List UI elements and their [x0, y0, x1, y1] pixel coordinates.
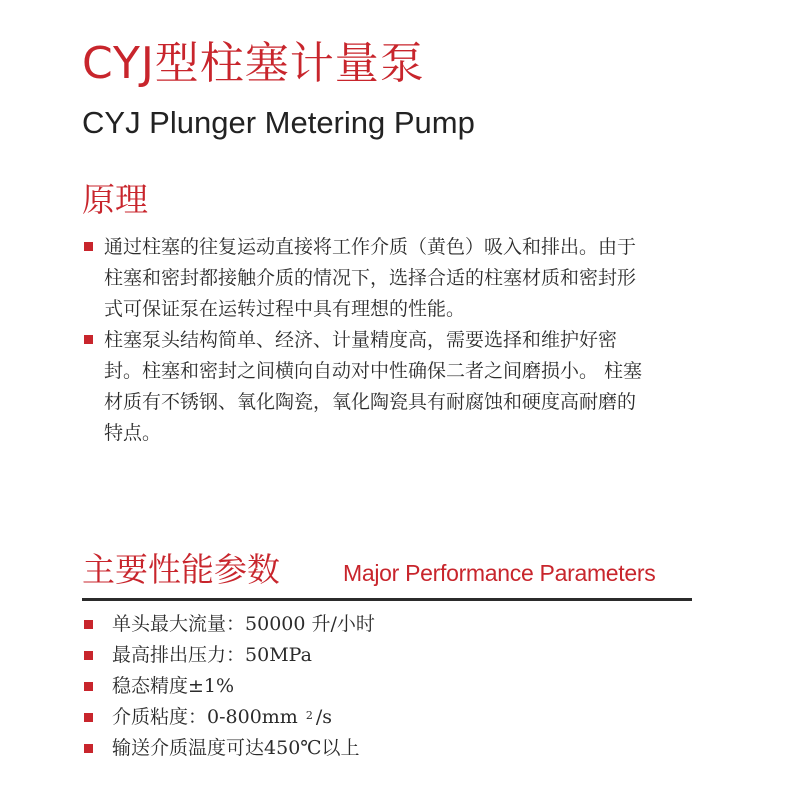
product-title-cn: CYJ型柱塞计量泵 [82, 38, 425, 89]
parameter-label: 介质粘度： [112, 706, 208, 728]
parameter-item [82, 640, 375, 671]
parameter-value: 50MPa [245, 644, 312, 666]
square-bullet-icon [84, 744, 93, 753]
parameter-list [82, 609, 375, 764]
square-bullet-icon [84, 651, 93, 660]
parameter-unit: /s [315, 706, 332, 728]
parameter-item [82, 671, 375, 702]
principle-text: 柱塞泵头结构简单、经济、计量精度高，需要选择和维护好密封。柱塞和密封之间横向自动对中性确保二者之间磨损小。 柱塞材质有不锈钢、氧化陶瓷，氧化陶瓷具有耐腐蚀和硬度高耐磨的特点。 [104, 329, 643, 444]
parameter-item [82, 609, 375, 640]
principle-item [82, 232, 652, 325]
parameter-label: 最高排出压力： [112, 644, 246, 666]
square-bullet-icon [84, 713, 93, 722]
parameter-label: 单头最大流量： [112, 613, 246, 635]
parameter-value: 450℃ [264, 737, 322, 759]
square-bullet-icon [84, 682, 93, 691]
parameter-value: 50000 升/小时 [245, 613, 375, 635]
principle-heading: 原理 [82, 180, 148, 219]
parameter-item [82, 733, 375, 764]
principle-text: 通过柱塞的往复运动直接将工作介质（黄色）吸入和排出。由于柱塞和密封都接触介质的情况下，选择合适的柱塞材质和密封形式可保证泵在运转过程中具有理想的性能。 [104, 236, 637, 320]
parameter-value: ±1% [188, 675, 235, 697]
product-title-en: CYJ Plunger Metering Pump [82, 105, 475, 140]
parameter-suffix: 以上 [321, 737, 360, 759]
parameter-label: 稳态精度 [112, 675, 189, 697]
parameter-label: 输送介质温度可达 [112, 737, 265, 759]
section-divider [82, 598, 692, 601]
square-bullet-icon [84, 335, 93, 344]
parameter-item [82, 702, 375, 733]
principle-item [82, 325, 652, 449]
parameter-exponent: 2 [305, 709, 313, 722]
parameters-heading-cn: 主要性能参数 [82, 550, 280, 589]
parameters-heading-en: Major Performance Parameters [343, 560, 656, 586]
parameter-value: 0-800mm [207, 706, 298, 728]
square-bullet-icon [84, 242, 93, 251]
principle-list [82, 232, 652, 449]
square-bullet-icon [84, 620, 93, 629]
